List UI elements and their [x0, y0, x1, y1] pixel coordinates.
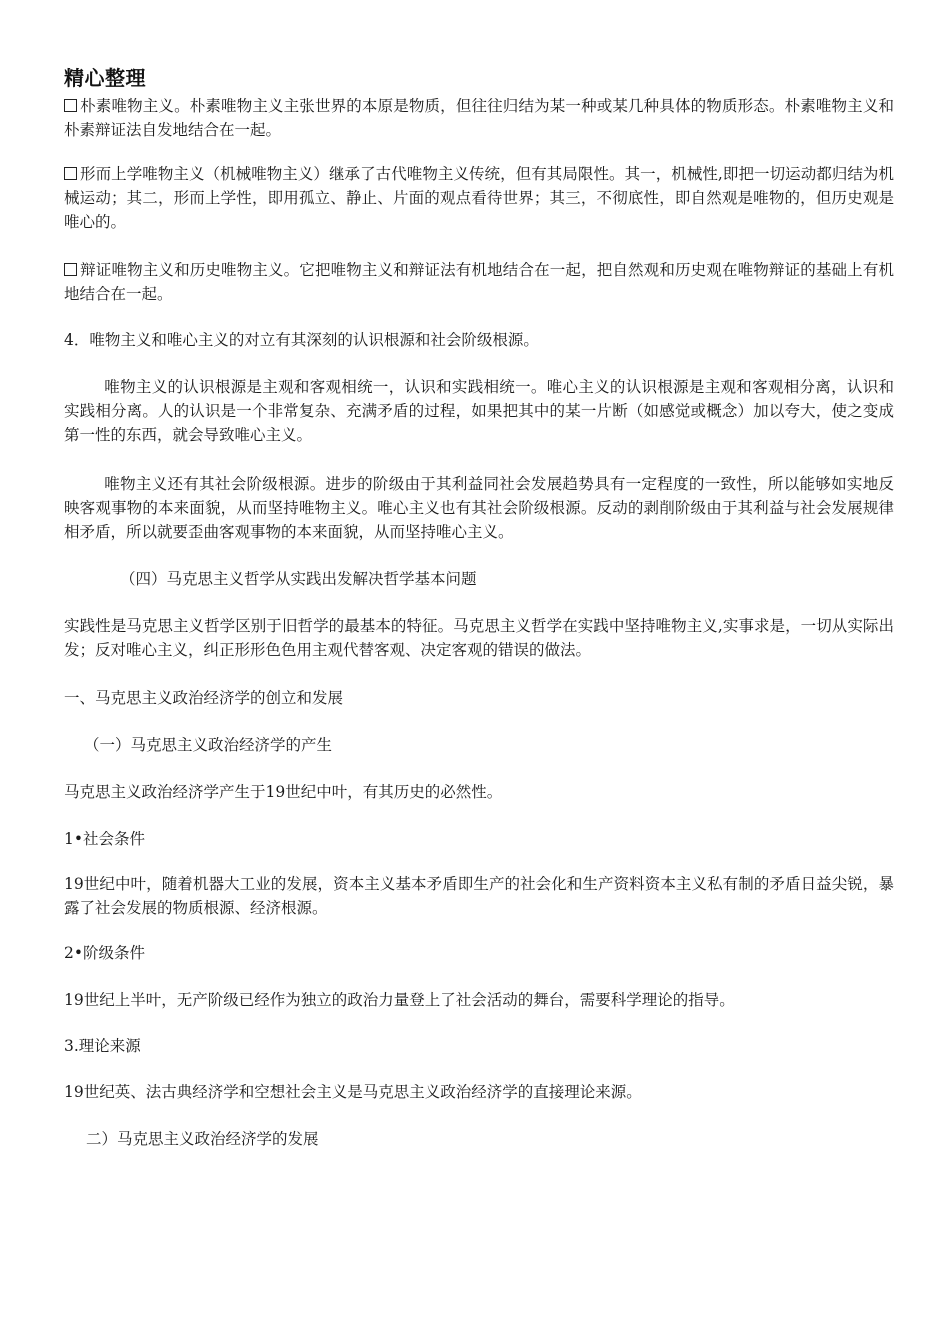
paragraph-practice: 实践性是马克思主义哲学区别于旧哲学的最基本的特征。马克思主义哲学在实践中坚持唯物主义,实事求是，一切从实际出发；反对唯心主义，纠正形形色色用主观代替客观、决定客观的错误的做法。 [64, 617, 894, 659]
paragraph-mechanical-materialism [64, 162, 894, 234]
subheading-theory-sources: 3.理论来源 [64, 1037, 141, 1055]
paragraph-epistemic-roots: 唯物主义的认识根源是主观和客观相统一，认识和实践相统一。唯心主义的认识根源是主观和客观相分离，认识和实践相分离。人的认识是一个非常复杂、充满矛盾的过程，如果把其中的某一片断（如感觉或概念）加以夸大，使之变成第一性的东西，就会导致唯心主义。 [64, 378, 894, 444]
subheading-class-conditions: 2•阶级条件 [64, 944, 146, 962]
paragraph-class-conditions: 19世纪上半叶，无产阶级已经作为独立的政治力量登上了社会活动的舞台，需要科学理论的指导。 [64, 991, 735, 1009]
paragraph-class-roots: 唯物主义还有其社会阶级根源。进步的阶级由于其利益同社会发展趋势具有一定程度的一致性，所以能够如实地反映客观事物的本来面貌，从而坚持唯物主义。唯心主义也有其社会阶级根源。反动的剥削阶级由于其利益与社会发展规律相矛盾，所以就要歪曲客观事物的本来面貌，从而坚持唯心主义。 [64, 475, 894, 541]
section-heading-development: 二）马克思主义政治经济学的发展 [86, 1130, 319, 1148]
checkbox-bullet-icon [64, 263, 77, 276]
checkbox-bullet-icon [64, 167, 77, 180]
numbered-heading-4: 4．唯物主义和唯心主义的对立有其深刻的认识根源和社会阶级根源。 [64, 331, 539, 349]
paragraph-social-conditions: 19世纪中叶，随着机器大工业的发展，资本主义基本矛盾即生产的社会化和生产资料资本主义私有制的矛盾日益尖锐，暴露了社会发展的物质根源、经济根源。 [64, 875, 894, 917]
section-heading-origin: （一）马克思主义政治经济学的产生 [84, 736, 333, 754]
paragraph-origin-intro: 马克思主义政治经济学产生于19世纪中叶，有其历史的必然性。 [64, 783, 503, 801]
checkbox-bullet-icon [64, 99, 77, 112]
section-heading-four: （四）马克思主义哲学从实践出发解决哲学基本问题 [120, 570, 477, 588]
paragraph-text: 辩证唯物主义和历史唯物主义。它把唯物主义和辩证法有机地结合在一起，把自然观和历史观在唯物辩证的基础上有机地结合在一起。 [64, 261, 894, 303]
paragraph-text: 朴素唯物主义。朴素唯物主义主张世界的本原是物质，但往往归结为某一种或某几种具体的物质形态。朴素唯物主义和朴素辩证法自发地结合在一起。 [64, 97, 894, 139]
chapter-heading-one: 一、马克思主义政治经济学的创立和发展 [64, 689, 344, 707]
paragraph-theory-sources: 19世纪英、法古典经济学和空想社会主义是马克思主义政治经济学的直接理论来源。 [64, 1083, 642, 1101]
paragraph-naive-materialism [64, 94, 894, 142]
paragraph-text: 形而上学唯物主义（机械唯物主义）继承了古代唯物主义传统，但有其局限性。其一，机械性,即把一切运动都归结为机械运动；其二，形而上学性，即用孤立、静止、片面的观点看待世界；其三，不彻底性，即自然观是唯物的，但历史观是唯心的。 [64, 165, 894, 231]
page-header: 精心整理 [64, 66, 146, 90]
paragraph-dialectical-materialism [64, 258, 894, 306]
subheading-social-conditions: 1•社会条件 [64, 830, 146, 848]
